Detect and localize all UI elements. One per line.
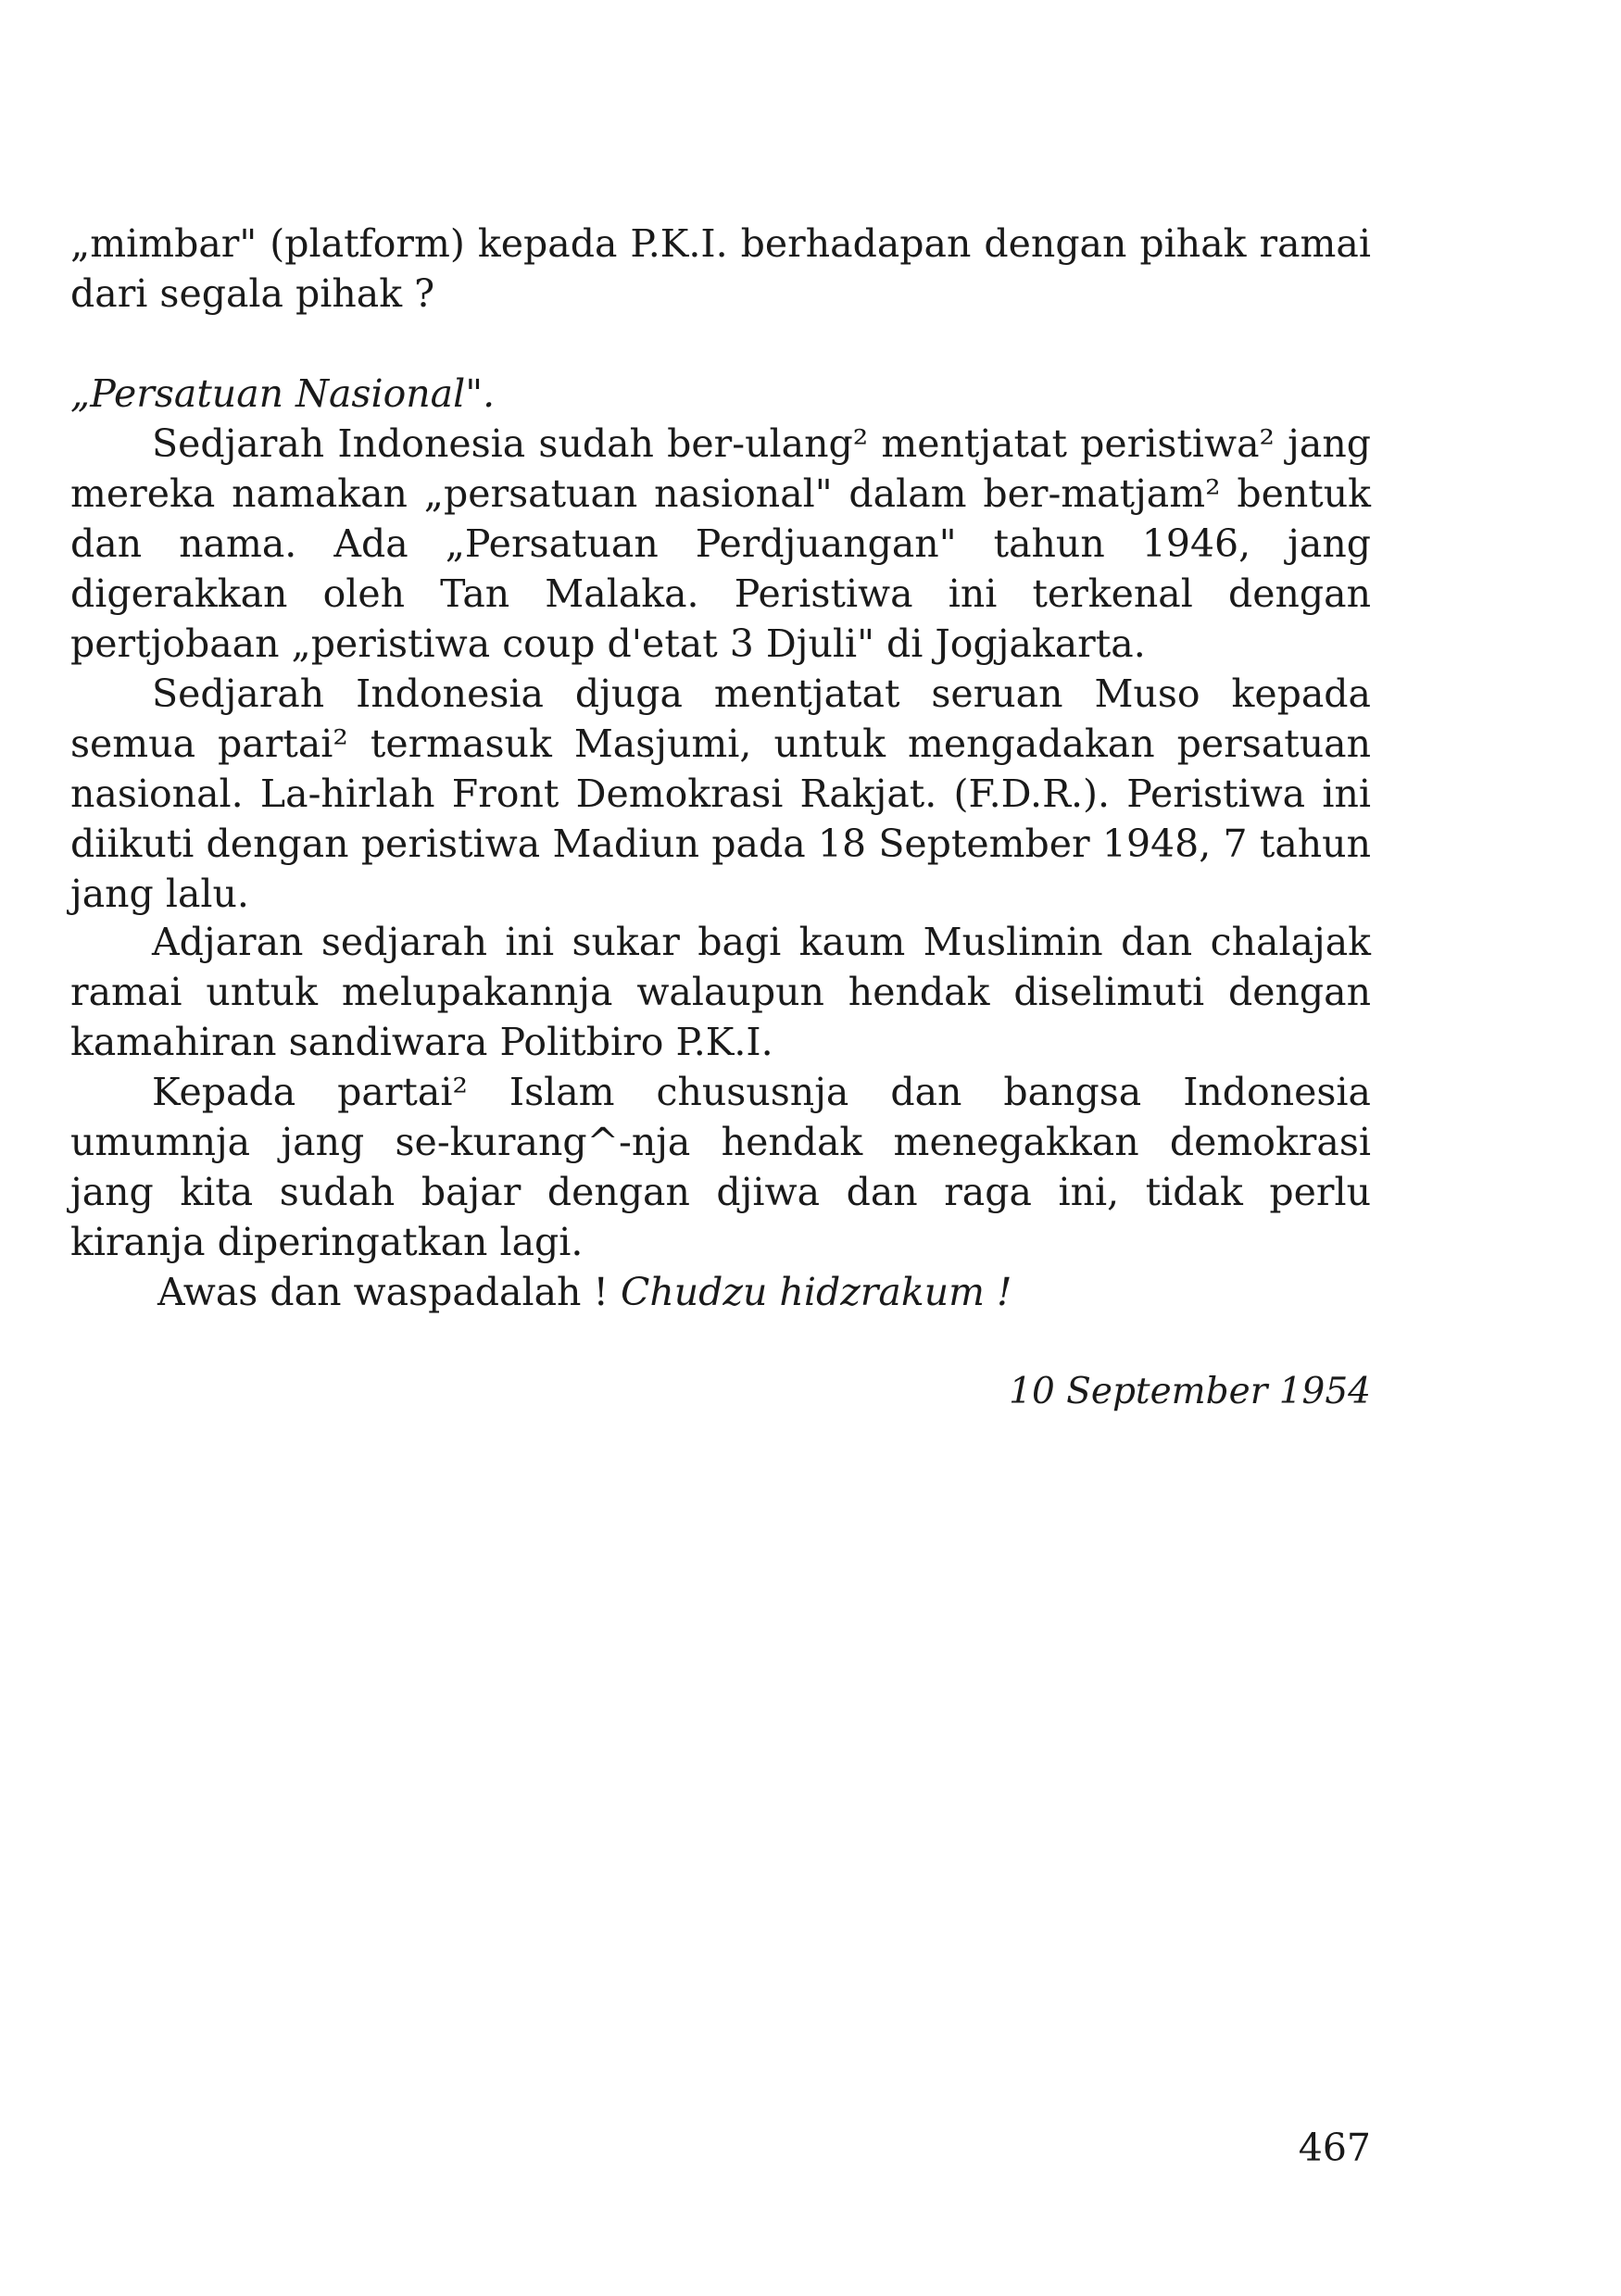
paragraph-adjaran-sedjarah: Adjaran sedjarah ini sukar bagi kaum Muslimin dan chalajak ramai untuk melupakannja walaupun hendak diselimuti dengan kamahiran sandiwara Politbiro P.K.I.: [70, 920, 1371, 1064]
closing-exclamation: [70, 1267, 1371, 1317]
section-heading: „Persatuan Nasional".: [70, 371, 496, 416]
opening-paragraph: „mimbar" (platform) kepada P.K.I. berhadapan dengan pihak ramai dari segala pihak ?: [70, 221, 1371, 316]
text-block-section: [70, 369, 1371, 919]
closing-italic-text: Chudzu hidzrakum !: [620, 1270, 1012, 1314]
text-block-top: [70, 219, 1371, 319]
document-date: 10 September 1954: [1009, 1371, 1371, 1412]
closing-plain-text: Awas dan waspadalah !: [157, 1270, 621, 1314]
paragraph-front-demokrasi: Sedjarah Indonesia djuga mentjatat seruan Muso kepada semua partai² termasuk Masjumi, untuk mengadakan persatuan nasional. La-hirlah Front Demokrasi Rakjat. (F.D.R.). Peristiwa ini diikuti dengan peristiwa Madiun pada 18 September 1948, 7 tahun jang lalu.: [70, 671, 1371, 916]
page-number: 467: [1298, 2126, 1371, 2170]
paragraph-persatuan-perdjuangan: Sedjarah Indonesia sudah ber-ulang² mentjatat peristiwa² jang mereka namakan „persatuan nasional" dalam ber-matjam² bentuk dan nama. Ada „Persatuan Perdjuangan" tahun 1946, jang digerakkan oleh Tan Malaka. Peristiwa ini terkenal dengan pertjobaan „peristiwa coup d'etat 3 Djuli" di Jogjakarta.: [70, 421, 1371, 666]
text-block-closing: [70, 917, 1371, 1317]
paragraph-kepada-partai: Kepada partai² Islam chususnja dan bangsa Indonesia umumnja jang se-kurang^-nja hendak menegakkan demokrasi jang kita sudah bajar dengan djiwa dan raga ini, tidak perlu kiranja diperingatkan lagi.: [70, 1070, 1371, 1264]
